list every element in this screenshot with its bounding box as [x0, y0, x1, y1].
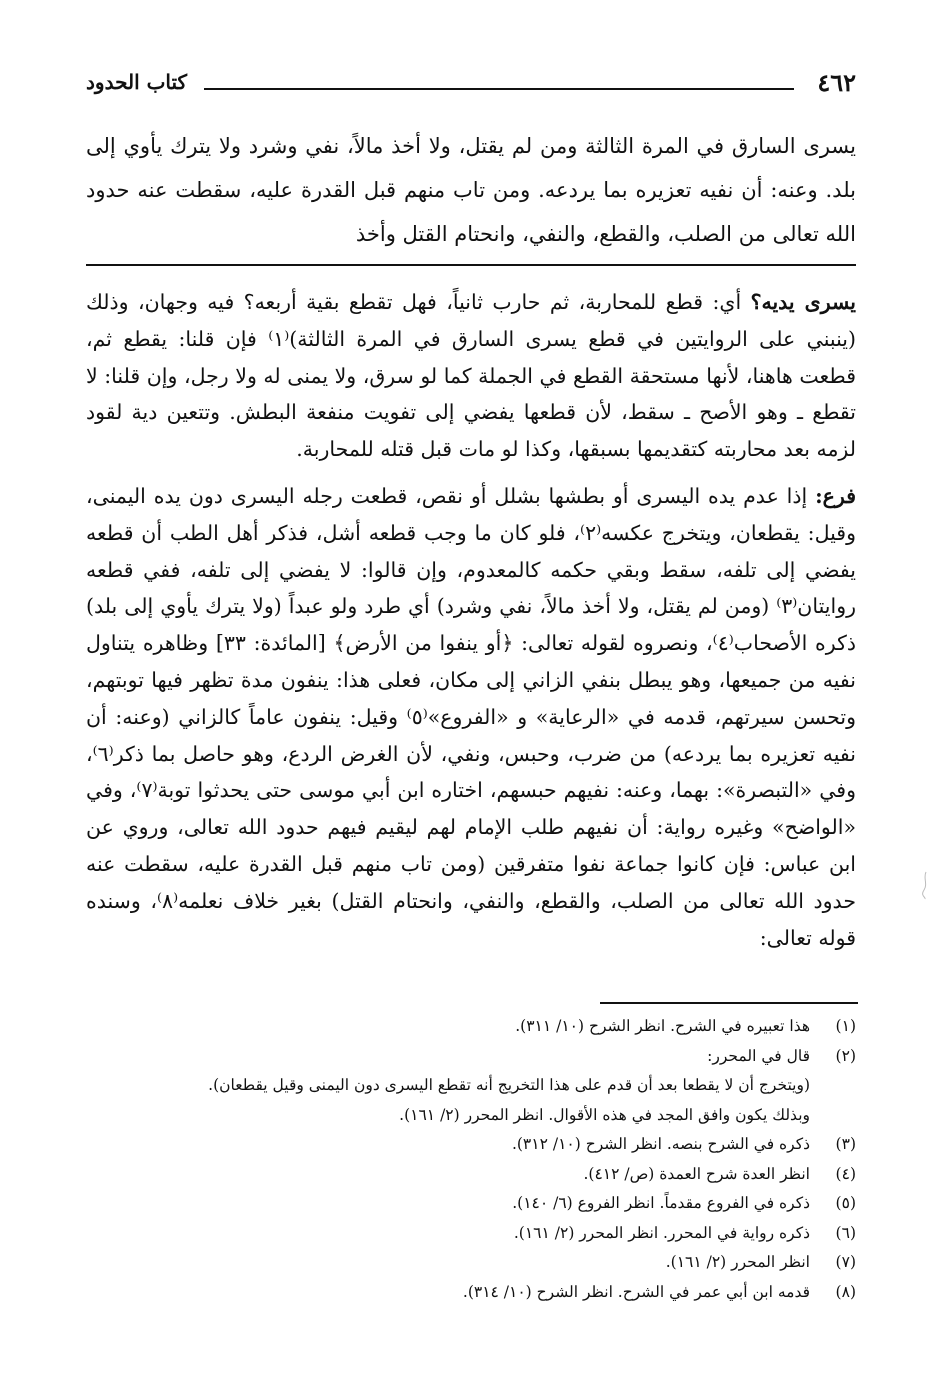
- footnote-continuation: وبذلك يكون وافق المجد في هذه الأقوال. انظر المحرر (٢/ ١٦١).: [399, 1105, 810, 1124]
- footnote-number: (٣): [835, 1135, 856, 1153]
- footnote: [86, 1130, 856, 1160]
- matn-text: يسرى السارق في المرة الثالثة ومن لم يقتل، ولا أخذ مالاً، نفي وشرد ولا يترك يأوي إلى بلد. وعنه: أن نفيه تعزيره بما يردعه. ومن تاب منهم قبل القدرة عليه، سقطت عنه حدود الله تعالى من الصلب، والقطع، والنفي، وانحتام القتل وأخذ: [86, 134, 856, 246]
- footnote-continuation: (ويتخرج أن لا يقطعا بعد أن قدم على هذا التخريج أنه تقطع اليسرى دون اليمنى وقيل يقطعان).: [208, 1076, 810, 1094]
- footnote-text: ذكره في الشرح بنصه. انظر الشرح (١٠/ ٣١٢).: [511, 1135, 810, 1153]
- paragraph-lead: يسرى يديه؟: [750, 290, 856, 314]
- footnote: [86, 1189, 856, 1219]
- footnote-text: ذكره رواية في المحرر. انظر المحرر (٢/ ١٦١).: [513, 1223, 810, 1242]
- footnote-number: (٢): [835, 1046, 856, 1065]
- footnote-number: (٨): [835, 1282, 856, 1301]
- footnote: [86, 1160, 856, 1190]
- footnote-number: (٥): [835, 1194, 856, 1212]
- page-header: [86, 64, 856, 104]
- page-number: ٤٦٢: [817, 68, 856, 97]
- paragraph-lead: فرع:: [815, 483, 856, 508]
- footnote-number: (٤): [835, 1164, 856, 1183]
- header-rule: [204, 88, 794, 90]
- footnote: [86, 1248, 856, 1278]
- commentary-paragraph: [86, 478, 856, 956]
- footnote: [86, 1219, 856, 1249]
- footnote-text: انظر العدة شرح العمدة (ص/ ٤١٢).: [583, 1164, 810, 1183]
- footnote-text: قال في المحرر:: [707, 1046, 810, 1065]
- footnotes: [86, 1012, 856, 1307]
- running-title: كتاب الحدود: [86, 70, 188, 94]
- paragraph-text: أي: قطع للمحاربة، ثم حارب ثانياً، فهل تقطع بقية أربعه؟ فيه وجهان، وذلك (ينبني على الروايتين في قطع يسرى السارق في المرة الثالثة)⁽١⁾ فإن قلنا: يقطع ثم، قطعت هاهنا، لأنها مستحقة القطع في الجملة كما لو سرق، ولا يمنى له ولا رجل، وإن قلنا: لا تقطع ـ وهو الأصح ـ سقط، لأن قطعها يفضي إلى تفويت منفعة البطش. وتتعين دية لقود لزمه بعد محاربته كتقديمها بسبقها، وكذا لو مات قبل قتله للمحاربة.: [86, 290, 856, 462]
- footnote-text: هذا تعبيره في الشرح. انظر الشرح (١٠/ ٣١١).: [515, 1017, 810, 1035]
- footnote-text: ذكره في الفروع مقدماً. انظر الفروع (٦/ ١٤٠).: [512, 1194, 810, 1212]
- footnote-number: (١): [835, 1017, 856, 1035]
- footnote: [86, 1042, 856, 1072]
- paragraph-text: إذا عدم يده اليسرى أو بطشها بشلل أو نقص، قطعت رجله اليسرى دون يده اليمنى، وقيل: يقطعان، ويتخرج عكسه⁽٢⁾، فلو كان ما وجب قطعه أشل، فذكر أهل الطب أن قطعه يفضي إلى تلفه، سقط وبقي حكمه كالمعدوم، وإن قالوا: لا يفضي إلى تلفه، ففي قطعه روايتان⁽٣⁾ (ومن لم يقتل، ولا أخذ مالاً، نفي وشرد) أي طرد ولو عبداً (ولا يترك يأوي إلى بلد) ذكره الأصحاب⁽٤⁾، ونصروه لقوله تعالى: ﴿أو ينفوا من الأرض﴾ [المائدة: ٣٣] وظاهره يتناول نفيه من جميعها، وهو يبطل بنفي الزاني إلى مكان، فعلى هذا: ينفون مدة تظهر فيها توبتهم، وتحسن سيرتهم، قدمه في «الرعاية» و «الفروع»⁽٥⁾ وقيل: ينفون عاماً كالزاني (وعنه: أن نفيه تعزيره بما يردعه) من ضرب، وحبس، ونفي، لأن الغرض الردع، وهو حاصل بما ذكر⁽٦⁾، وفي «التبصرة»: بهما، وعنه: نفيهم حبسهم، اختاره ابن أبي موسى حتى يحدثوا توبة⁽٧⁾، وفي «الواضح» وغيره رواية: أن نفيهم طلب الإمام لهم ليقيم فيهم حدود الله تعالى، وروي عن ابن عباس: فإن كانوا جماعة نفوا متفرقين (ومن تاب منهم قبل القدرة عليه، سقطت عنه حدود الله تعالى من الصلب، والقطع، والنفي، وانحتام القتل) بغير خلاف نعلمه⁽٨⁾، وسنده قوله تعالى:: [86, 483, 857, 950]
- footnote-number: (٦): [835, 1223, 856, 1242]
- footnote-number: (٧): [835, 1253, 856, 1271]
- footnote-text: قدمه ابن أبي عمر في الشرح. انظر الشرح (١٠/ ٣١٤).: [462, 1282, 810, 1301]
- commentary: [86, 284, 856, 956]
- matn-divider: [86, 264, 856, 266]
- footnote: [86, 1278, 856, 1308]
- scan-mark: [920, 870, 930, 900]
- commentary-paragraph: [86, 284, 856, 468]
- footnote-text: انظر المحرر (٢/ ١٦١).: [665, 1253, 810, 1271]
- footnote-divider: [600, 1002, 858, 1004]
- footnote: [86, 1012, 856, 1042]
